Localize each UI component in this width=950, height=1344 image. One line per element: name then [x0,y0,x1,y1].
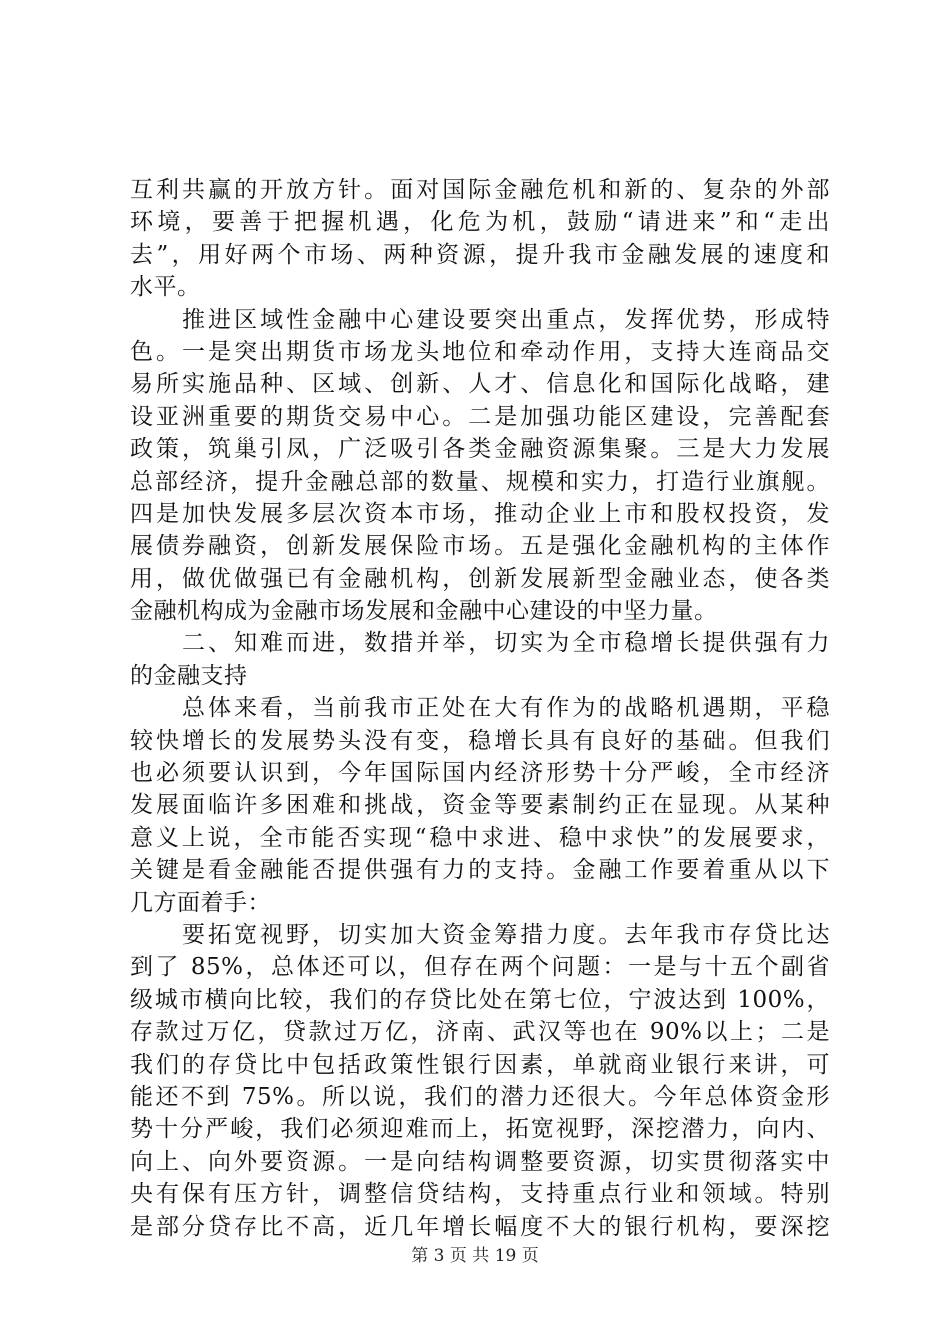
text-line: 互利共赢的开放方针。面对国际金融危机和新的、复杂的外部 [130,177,830,203]
text-line: 关键是看金融能否提供强有力的支持。金融工作要着重从以下 [130,857,830,884]
section-heading-line: 的金融支持 [130,662,248,689]
page-number-footer: 第 3 页 共 19 页 [411,1246,539,1266]
text-line: 我们的存贷比中包括政策性银行因素，单就商业银行来讲，可 [130,1051,830,1078]
text-line: 几方面着手： [130,889,271,916]
text-line: 展债券融资，创新发展保险市场。五是强化金融机构的主体作 [130,533,830,560]
text-line: 央有保有压方针，调整信贷结构，支持重点行业和领域。特别 [130,1181,830,1208]
text-line: 用，做优做强已有金融机构，创新发展新型金融业态，使各类 [130,565,830,592]
text-line: 去”，用好两个市场、两种资源，提升我市金融发展的速度和 [130,241,830,268]
section-heading-line: 二、知难而进，数措并举，切实为全市稳增长提供强有力 [130,630,830,657]
text-line: 四是加快发展多层次资本市场，推动企业上市和股权投资，发 [130,500,830,527]
text-line: 意义上说，全市能否实现“稳中求进、稳中求快”的发展要求， [130,824,830,851]
text-line: 推进区域性金融中心建设要突出重点，发挥优势，形成特 [130,306,830,333]
text-line: 能还不到 75%。所以说，我们的潜力还很大。今年总体资金形 [130,1083,830,1110]
text-line: 也必须要认识到，今年国际国内经济形势十分严峻，全市经济 [130,760,830,787]
text-line: 向上、向外要资源。一是向结构调整要资源，切实贯彻落实中 [130,1148,830,1175]
text-line: 级城市横向比较，我们的存贷比处在第七位，宁波达到 100%， [130,986,830,1013]
text-line: 设亚洲重要的期货交易中心。二是加强功能区建设，完善配套 [130,403,830,430]
text-line: 环境，要善于把握机遇，化危为机，鼓励“请进来”和“走出 [130,209,830,236]
text-line: 色。一是突出期货市场龙头地位和牵动作用，支持大连商品交 [130,338,830,365]
document-body [130,174,830,1243]
text-line: 易所实施品种、区域、创新、人才、信息化和国际化战略，建 [130,371,830,398]
text-line: 政策，筑巢引凤，广泛吸引各类金融资源集聚。三是大力发展 [130,436,830,463]
text-line: 水平。 [130,274,201,301]
text-line: 发展面临许多困难和挑战，资金等要素制约正在显现。从某种 [130,792,830,819]
text-line: 要拓宽视野，切实加大资金筹措力度。去年我市存贷比达 [130,921,830,948]
text-line: 总体来看，当前我市正处在大有作为的战略机遇期，平稳 [130,695,830,722]
text-line: 势十分严峻，我们必须迎难而上，拓宽视野，深挖潜力，向内、 [130,1116,830,1143]
text-line: 较快增长的发展势头没有变，稳增长具有良好的基础。但我们 [130,727,830,754]
text-line: 总部经济，提升金融总部的数量、规模和实力，打造行业旗舰。 [130,468,830,495]
text-line: 存款过万亿，贷款过万亿，济南、武汉等也在 90%以上；二是 [130,1019,830,1046]
text-line: 到了 85%，总体还可以，但存在两个问题：一是与十五个副省 [130,954,830,981]
text-line: 金融机构成为金融市场发展和金融中心建设的中坚力量。 [130,598,718,625]
text-line: 是部分贷存比不高，近几年增长幅度不大的银行机构，要深挖 [130,1213,830,1240]
